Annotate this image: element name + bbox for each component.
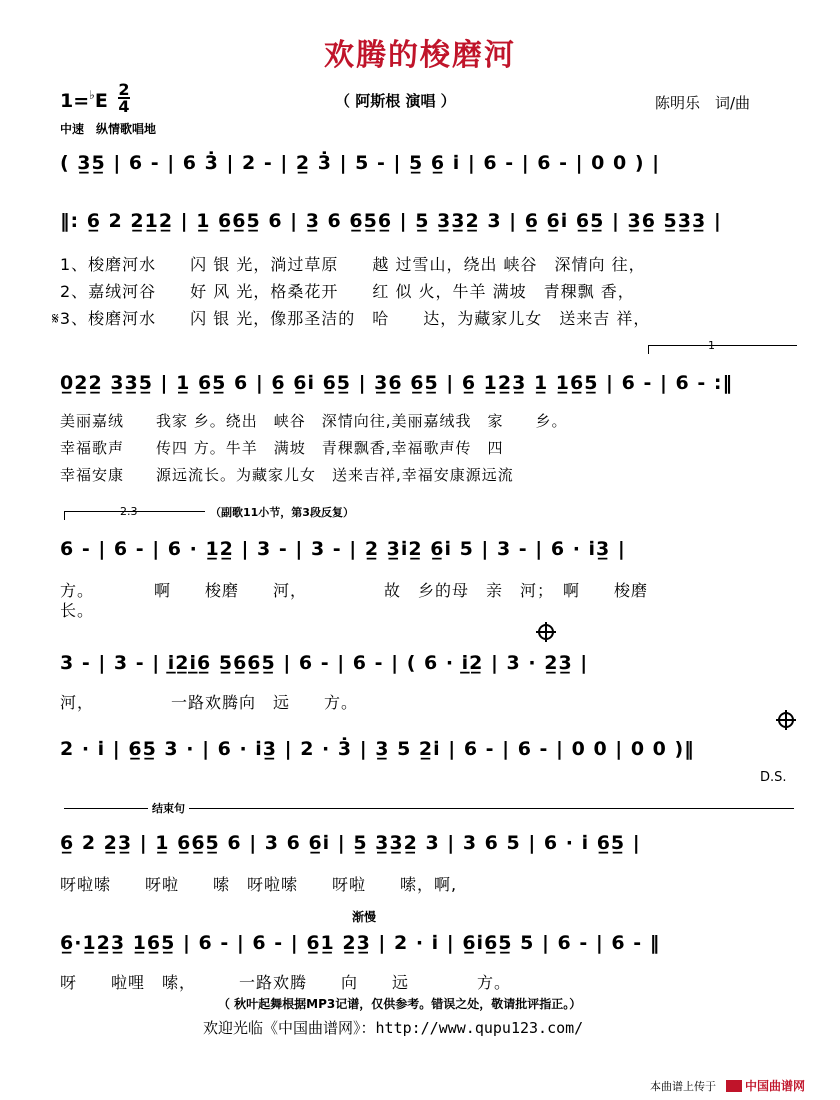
upload-note: 本曲谱上传于 [650, 1080, 716, 1093]
lyric-line: 河， 一路欢腾向 远 方。 [60, 693, 359, 712]
lyric-line: 幸福歌声 传四 方。牛羊 满坡 青稞飘香,幸福歌声传 四 [60, 439, 504, 457]
segno-sign: 𝄋 [52, 309, 60, 328]
ritardando-marking: 渐慢 [352, 910, 377, 924]
notation: ( 3̲5̲ | 6 - | 6 3̇ | 2 - | 2̲ 3̇ | 5 - | 5̲ 6̲ i̇ | 6 - | 6 - | 0 0 ) | [60, 152, 661, 174]
lyric-text: 3、梭磨河水 闪 银 光，像那圣洁的 哈 达，为藏家儿女 送来吉 祥， [59, 309, 651, 328]
meter-bottom: 4 [118, 97, 130, 116]
logo-icon [726, 1080, 742, 1092]
coda-icon [778, 712, 794, 728]
time-signature [118, 82, 130, 114]
score-line-4 [60, 648, 795, 678]
notation: 6 - | 6 - | 6 · 1̲2̲ | 3 - | 3 - | 2̲ 3̲i̇2̲ 6̲i̇ 5 | 3 - | 6 · i̇3̲ | [60, 538, 626, 560]
key-prefix: 1= [60, 90, 90, 112]
lyric-text: 啊 梭磨 河， 故 乡的母 亲 河； 啊 梭磨 [86, 581, 649, 600]
volta-label: 1 [708, 339, 715, 352]
site-logo[interactable] [726, 1075, 805, 1094]
site-welcome[interactable]: 欢迎光临《中国曲谱网》：http://www.qupu123.com/ [203, 1019, 584, 1037]
notation: 3 - | 3 - | i̲2̲i̲6̲ 5̲6̲6̲5̲ | 6 - | 6 - | ( 6 · i̲2̲ | 3 · 2̲3̲ | [60, 652, 589, 674]
dal-segno: D.S. [760, 770, 787, 785]
chorus-note: （副歌11小节，第3段反复） [210, 506, 354, 519]
notation: 0̲2̲2̲ 3̲3̲5̲ | 1̲ 6̲5̲ 6 | 6̲ 6̲i̇ 6̲5̲ | 3̲6̲ 6̲5̲ | 6̲ 1̲2̲3̲ 1̲ 1̲6̲5̲ | 6 - | 6 - :‖ [60, 372, 733, 394]
lyric-end: 方。 [60, 581, 87, 600]
coda-sign-1 [538, 624, 554, 644]
lyric-line: 美丽嘉绒 我家 乡。绕出 峡谷 深情向往,美丽嘉绒我 家 乡。 [60, 412, 568, 430]
score-line-2 [60, 368, 795, 398]
score-line-5 [60, 734, 795, 764]
score-line-3 [60, 534, 795, 564]
score-line-6 [60, 828, 795, 858]
transcription-note: （ 秋叶起舞根据MP3记谱，仅供参考。错误之处，敬请批评指正。） [218, 997, 582, 1011]
meter-top: 2 [118, 80, 130, 99]
song-title: 欢腾的梭磨河 [324, 38, 516, 73]
key-note: E [94, 90, 108, 112]
notation: ‖: 6̲ 2 2̲1̲2̲ | 1̲ 6̲6̲5̲ 6 | 3̲ 6 6̲5̲6̲ | 5̲ 3̲3̲2̲ 3 | 6̲ 6̲i̇ 6̲5̲ | 3̲6̲ 5̲3̲3̲ | [60, 210, 722, 232]
lyric-line: 长。 [60, 601, 95, 620]
flat-sign: ♭ [89, 88, 95, 102]
coda-sign-2 [778, 712, 794, 732]
notation: 6̲ 2 2̲3̲ | 1̲ 6̲6̲5̲ 6 | 3 6 6̲i̇ | 5̲ 3̲3̲2̲ 3 | 3 6 5 | 6 · i̇ 6̲5̲ | [60, 832, 641, 854]
volta-bracket-1 [648, 345, 797, 354]
notation: 2 · i̇ | 6̲5̲ 3 · | 6 · i̇3̲ | 2 · 3̇ | 3̲ 5 2̲i̇ | 6 - | 6 - | 0 0 | 0 0 )‖ [60, 738, 695, 760]
coda-icon [538, 624, 554, 640]
lyric-line: 1、梭磨河水 闪 银 光，淌过草原 越 过雪山，绕出 峡谷 深情向 往， [60, 255, 646, 274]
lyric-line [52, 306, 787, 329]
lyric-line: 呀啦嗦 呀啦 嗦 呀啦嗦 呀啦 嗦，啊, [60, 875, 458, 894]
lyric-line: 2、嘉绒河谷 好 风 光，格桑花开 红 似 火，牛羊 满坡 青稞飘 香， [60, 282, 635, 301]
score-line-intro [60, 148, 795, 178]
logo-text: 中国曲谱网 [745, 1079, 806, 1093]
composer-credit: 陈明乐 词/曲 [655, 94, 751, 112]
tempo-marking: 中速 纵情歌唱地 [60, 122, 157, 136]
lyric-line: 呀 啦哩 嗦， 一路欢腾 向 远 方。 [60, 973, 512, 992]
score-line-7 [60, 928, 795, 958]
singer-credit: （ 阿斯根 演唱 ） [335, 92, 456, 110]
score-line-1 [60, 206, 795, 236]
notation: 6̲·1̲2̲3̲ 1̲6̲5̲ | 6 - | 6 - | 6̲1̲ 2̲3̲ | 2 · i̇ | 6̲i̇6̲5̲ 5 | 6 - | 6 - ‖ [60, 932, 661, 954]
ending-label: 结束句 [148, 800, 189, 816]
volta-label: 2.3 [120, 505, 138, 518]
key-signature [60, 88, 108, 112]
lyric-line: 幸福安康 源远流长。为藏家儿女 送来吉祥,幸福安康源远流 [60, 466, 514, 484]
